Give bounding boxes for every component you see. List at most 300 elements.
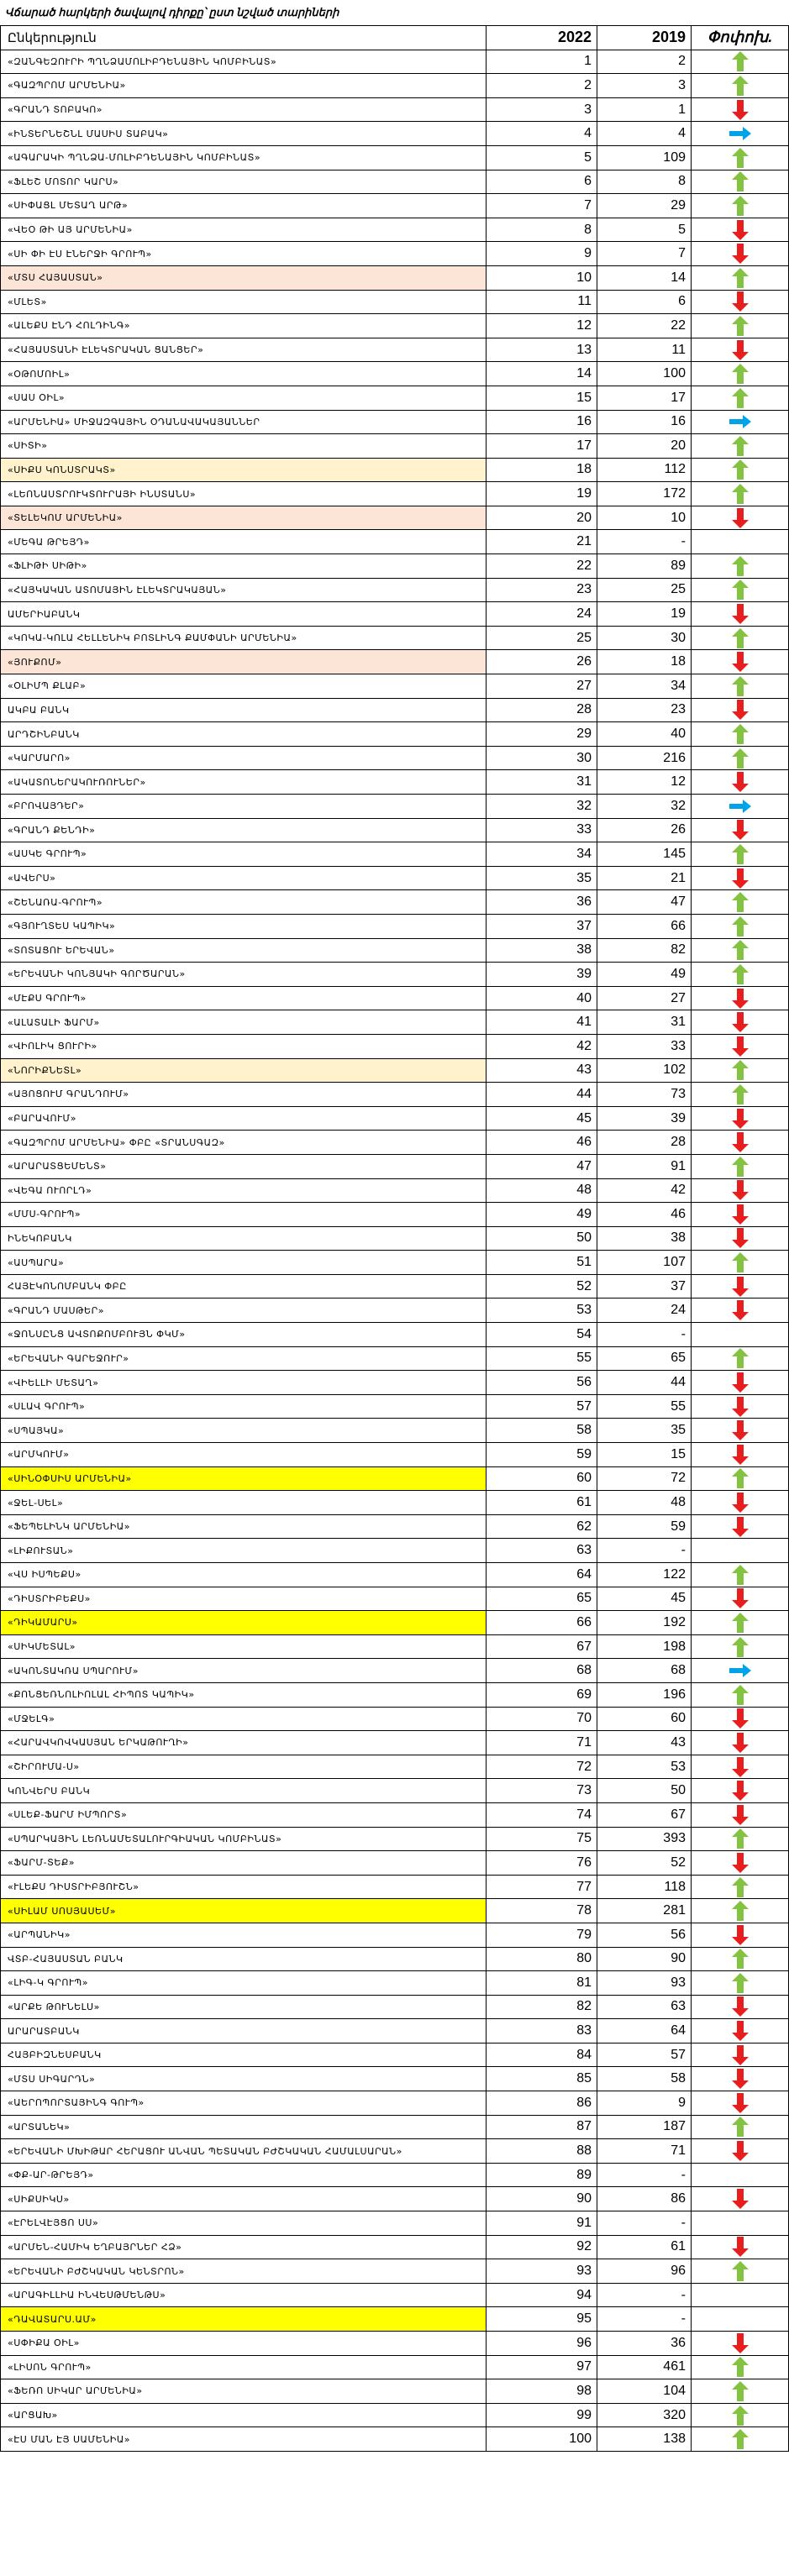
rank-2022-cell: 56 (487, 1371, 597, 1395)
arrow-down-icon (732, 1109, 749, 1129)
change-cell (692, 2355, 789, 2379)
change-cell (692, 1058, 789, 1083)
table-row (1, 2283, 789, 2307)
table-row (1, 2043, 789, 2067)
change-cell (692, 2307, 789, 2332)
rank-2022-cell: 92 (487, 2235, 597, 2259)
rank-2019-cell: 15 (597, 1443, 692, 1467)
table-row (1, 2019, 789, 2043)
rank-2022-cell: 60 (487, 1466, 597, 1491)
rank-2019-cell: 26 (597, 818, 692, 842)
rank-2019-cell: 8 (597, 170, 692, 194)
change-cell (692, 2211, 789, 2236)
rank-2022-cell: 9 (487, 242, 597, 266)
rank-2022-cell: 86 (487, 2091, 597, 2116)
arrow-up-icon (732, 844, 749, 864)
company-name-cell: «ԼԻՍՈՆ ԳՐՈՒՊ» (1, 2355, 487, 2379)
rank-2019-cell: 34 (597, 674, 692, 699)
change-cell (692, 842, 789, 867)
arrow-up-icon (732, 2381, 749, 2401)
rank-2019-cell: 102 (597, 1058, 692, 1083)
rank-2022-cell: 89 (487, 2163, 597, 2187)
company-name-cell: ԱՐԴՇԻՆԲԱՆԿ (1, 722, 487, 747)
arrow-down-icon (732, 1397, 749, 1417)
arrow-up-icon (732, 2357, 749, 2377)
rank-2019-cell: 55 (597, 1394, 692, 1419)
rank-2022-cell: 7 (487, 194, 597, 218)
change-cell (692, 1827, 789, 1851)
company-name-cell: «ԱՅՈՑՈՒՄ ԳՐԱՆԴՈՒՄ» (1, 1083, 487, 1107)
rank-2019-cell: 216 (597, 746, 692, 770)
company-name-cell: «ՒԼԵՔՍ ԴԻՍՏՐԻԲՅՈՒՇՆ» (1, 1875, 487, 1899)
change-cell (692, 2427, 789, 2452)
change-cell (692, 2067, 789, 2091)
rank-2022-cell: 35 (487, 866, 597, 890)
table-row (1, 362, 789, 386)
company-name-cell: «ԱՎԵՐՍ» (1, 866, 487, 890)
table-row (1, 1514, 789, 1539)
company-name-cell: «ՍՊԱՅԿԱ» (1, 1419, 487, 1443)
table-row (1, 1995, 789, 2019)
arrow-down-icon (732, 2045, 749, 2065)
arrow-down-icon (732, 700, 749, 720)
company-name-cell: «ՄԵԳԱ ԹՐԵՅԴ» (1, 530, 487, 554)
table-row (1, 194, 789, 218)
rank-2022-cell: 41 (487, 1010, 597, 1035)
rank-2022-cell: 80 (487, 1947, 597, 1971)
rank-2022-cell: 28 (487, 698, 597, 722)
change-cell (692, 1659, 789, 1683)
rank-2019-cell: - (597, 1323, 692, 1347)
table-row (1, 1226, 789, 1251)
table-row (1, 2211, 789, 2236)
rank-2019-cell: 192 (597, 1611, 692, 1635)
change-cell (692, 578, 789, 602)
rank-2022-cell: 83 (487, 2019, 597, 2043)
change-cell (692, 1178, 789, 1203)
rank-2022-cell: 32 (487, 795, 597, 819)
arrow-up-icon (732, 940, 749, 960)
arrow-up-icon (732, 892, 749, 912)
rank-2022-cell: 69 (487, 1682, 597, 1707)
arrow-down-icon (732, 604, 749, 624)
change-cell (692, 2091, 789, 2116)
rank-2019-cell: 27 (597, 986, 692, 1010)
change-cell (692, 194, 789, 218)
change-cell (692, 1083, 789, 1107)
rank-2022-cell: 15 (487, 386, 597, 410)
rank-2019-cell: 196 (597, 1682, 692, 1707)
table-row (1, 1634, 789, 1659)
rank-2019-cell: 71 (597, 2139, 692, 2164)
rank-2019-cell: 118 (597, 1875, 692, 1899)
change-cell (692, 2283, 789, 2307)
arrow-up-icon (732, 1877, 749, 1897)
table-row (1, 1058, 789, 1083)
rank-2022-cell: 82 (487, 1995, 597, 2019)
company-name-cell: ԱՐԱՐԱՏԲԱՆԿ (1, 2019, 487, 2043)
change-cell (692, 722, 789, 747)
rank-2022-cell: 66 (487, 1611, 597, 1635)
rank-2019-cell: 187 (597, 2115, 692, 2139)
rank-2019-cell: 7 (597, 242, 692, 266)
rank-2022-cell: 81 (487, 1971, 597, 1996)
arrow-down-icon (732, 868, 749, 889)
arrow-up-icon (732, 1637, 749, 1657)
rank-2019-cell: 45 (597, 1587, 692, 1611)
arrow-down-icon (732, 1228, 749, 1248)
company-name-cell: «ԱԵՐՈՊՈՐՏԱՅԻՆԳ ԳՈՒՊ» (1, 2091, 487, 2116)
table-row (1, 1539, 789, 1563)
company-name-cell: «ԵՐԵՎԱՆԻ ԿՈՆՅԱԿԻ ԳՈՐԾԱՐԱՆ» (1, 963, 487, 987)
company-name-cell: «ՓՔ-ԱՐ-ԹՐԵՅԴ» (1, 2163, 487, 2187)
change-cell (692, 1851, 789, 1876)
rank-2022-cell: 34 (487, 842, 597, 867)
change-cell (692, 938, 789, 963)
change-cell (692, 1947, 789, 1971)
rank-2022-cell: 72 (487, 1755, 597, 1779)
rank-2019-cell: 16 (597, 410, 692, 434)
company-name-cell: «ՏՈՏԱՑՈՒ ԵՐԵՎԱՆ» (1, 938, 487, 963)
company-name-cell: «ՖԵՌՈ ՍԻԿԱՐ ԱՐՄԵՆԻԱ» (1, 2379, 487, 2404)
page-title: Վճարած հարկերի ծավալով դիրքը՝ ըստ նշված տարիների (5, 6, 339, 18)
arrow-up-icon (732, 676, 749, 696)
company-name-cell: «ԴԻՍՏՐԻԲԵՔՍ» (1, 1587, 487, 1611)
change-cell (692, 1611, 789, 1635)
table-row (1, 434, 789, 459)
company-name-cell: «ՀԱՅԿԱԿԱՆ ԱՏՈՄԱՅԻՆ ԷԼԵԿՏՐԱԿԱՅԱՆ» (1, 578, 487, 602)
table-row (1, 1251, 789, 1275)
rank-2022-cell: 2 (487, 74, 597, 98)
table-row (1, 602, 789, 627)
company-name-cell: «ՍԱՍ ՕԻԼ» (1, 386, 487, 410)
company-name-cell: «ՖԵՊԵԼԻՆԿ ԱՐՄԵՆԻԱ» (1, 1514, 487, 1539)
rank-2022-cell: 43 (487, 1058, 597, 1083)
change-cell (692, 434, 789, 459)
arrow-down-icon (732, 652, 749, 672)
company-name-cell: «ԼԻԳ-Կ ԳՐՈՒՊ» (1, 1971, 487, 1996)
table-row (1, 2355, 789, 2379)
arrow-up-icon (732, 916, 749, 936)
company-name-cell: «ՍԻՓԱՑԼ ՄԵՏԱՂ ԱՐԹ» (1, 194, 487, 218)
arrow-down-icon (732, 1012, 749, 1032)
rank-2022-cell: 96 (487, 2332, 597, 2356)
rank-2022-cell: 95 (487, 2307, 597, 2332)
rank-2022-cell: 62 (487, 1514, 597, 1539)
arrow-down-icon (732, 1277, 749, 1297)
company-name-cell: «ԳԱԶՊՐՈՄ ԱՐՄԵՆԻԱ» ՓԲԸ «ՏՐԱՆՍԳԱԶ» (1, 1131, 487, 1155)
rank-2022-cell: 68 (487, 1659, 597, 1683)
rank-2022-cell: 55 (487, 1346, 597, 1371)
company-name-cell: ԿՈՆՎԵՐՍ ԲԱՆԿ (1, 1779, 487, 1803)
arrow-up-icon (732, 196, 749, 216)
change-cell (692, 1899, 789, 1923)
rank-2022-cell: 12 (487, 314, 597, 338)
company-name-cell: «ԱՐԱՐԱՏՑԵՄԵՆՏ» (1, 1154, 487, 1178)
arrow-up-icon (732, 748, 749, 769)
rank-2022-cell: 3 (487, 97, 597, 122)
change-cell (692, 2163, 789, 2187)
change-cell (692, 650, 789, 674)
rank-2019-cell: 12 (597, 770, 692, 795)
change-cell (692, 530, 789, 554)
table-row (1, 2139, 789, 2164)
rank-2022-cell: 19 (487, 482, 597, 506)
arrow-down-icon (732, 820, 749, 840)
arrow-down-icon (732, 2021, 749, 2041)
arrow-down-icon (732, 1517, 749, 1537)
change-cell (692, 1755, 789, 1779)
table-row (1, 218, 789, 242)
table-row (1, 122, 789, 146)
arrow-up-icon (732, 484, 749, 504)
table-row (1, 1274, 789, 1298)
table-row (1, 2403, 789, 2427)
change-cell (692, 338, 789, 362)
arrow-up-icon (732, 2405, 749, 2426)
change-cell (692, 290, 789, 314)
table-row (1, 626, 789, 650)
table-row (1, 74, 789, 98)
rank-2019-cell: 44 (597, 1371, 692, 1395)
rank-2019-cell: 100 (597, 362, 692, 386)
change-cell (692, 1443, 789, 1467)
company-name-cell: «ՍԻԼԱՄ ՍՈՍՅԱՍԵՄ» (1, 1899, 487, 1923)
arrow-down-icon (732, 1925, 749, 1945)
change-cell (692, 2043, 789, 2067)
change-cell (692, 890, 789, 915)
rank-2022-cell: 27 (487, 674, 597, 699)
rank-2019-cell: 43 (597, 1731, 692, 1755)
change-cell (692, 1154, 789, 1178)
column-header-company: Ընկերություն (1, 26, 487, 50)
company-name-cell: «ՖԼԻԹԻ ՍԻԹԻ» (1, 554, 487, 579)
rank-2022-cell: 47 (487, 1154, 597, 1178)
arrow-down-icon (732, 1445, 749, 1465)
arrow-up-icon (732, 1828, 749, 1849)
table-row (1, 170, 789, 194)
change-cell (692, 1371, 789, 1395)
change-cell (692, 170, 789, 194)
table-row (1, 1731, 789, 1755)
rank-2019-cell: 29 (597, 194, 692, 218)
table-row (1, 746, 789, 770)
rank-2022-cell: 52 (487, 1274, 597, 1298)
rank-2019-cell: 33 (597, 1034, 692, 1058)
arrow-down-icon (732, 1853, 749, 1873)
rank-2019-cell: 42 (597, 1178, 692, 1203)
table-row (1, 2307, 789, 2332)
rank-2022-cell: 24 (487, 602, 597, 627)
company-name-cell: «ՕԹՈՄՈԻԼ» (1, 362, 487, 386)
change-cell (692, 1682, 789, 1707)
company-name-cell: «ՎԵԳԱ ՈՒՈՐԼԴ» (1, 1178, 487, 1203)
rank-2022-cell: 4 (487, 122, 597, 146)
rank-2019-cell: 23 (597, 698, 692, 722)
company-name-cell: «ԴԻԿԱՄԱՐՍ» (1, 1611, 487, 1635)
rank-2022-cell: 75 (487, 1827, 597, 1851)
rank-2019-cell: 59 (597, 1514, 692, 1539)
company-name-cell: «ՍԼԱՎ ԳՐՈՒՊ» (1, 1394, 487, 1419)
arrow-down-icon (732, 1372, 749, 1393)
change-cell (692, 2115, 789, 2139)
rank-2019-cell: 73 (597, 1083, 692, 1107)
rank-2022-cell: 58 (487, 1419, 597, 1443)
change-cell (692, 1034, 789, 1058)
arrow-down-icon (732, 1420, 749, 1440)
arrow-up-icon (732, 1157, 749, 1177)
company-name-cell: «ՄՏՍ ՍԻԳԱՐԴՆ» (1, 2067, 487, 2091)
rank-2022-cell: 39 (487, 963, 597, 987)
rank-2019-cell: 57 (597, 2043, 692, 2067)
rank-2022-cell: 54 (487, 1323, 597, 1347)
table-row (1, 290, 789, 314)
table-row (1, 2235, 789, 2259)
rank-2019-cell: 172 (597, 482, 692, 506)
company-name-cell: «ԻՆՏԵՐՆԵՇՆԼ ՄԱՍԻՍ ՏԱԲԱԿ» (1, 122, 487, 146)
company-name-cell: «ԵՐԵՎԱՆԻ ՄԽԻԹԱՐ ՀԵՐԱՑՈՒ ԱՆՎԱՆ ՊԵՏԱԿԱՆ ԲԺՇԿԱԿԱՆ ՀԱՄԱԼՍԱՐԱՆ» (1, 2139, 487, 2164)
table-row (1, 410, 789, 434)
change-cell (692, 1010, 789, 1035)
change-cell (692, 698, 789, 722)
rank-2019-cell: 145 (597, 842, 692, 867)
table-row (1, 674, 789, 699)
table-row (1, 866, 789, 890)
change-cell (692, 1587, 789, 1611)
rank-2019-cell: 4 (597, 122, 692, 146)
table-row (1, 1203, 789, 1227)
arrow-up-icon (732, 436, 749, 456)
company-name-cell: ՎՏԲ-ՀԱՅԱՍՏԱՆ ԲԱՆԿ (1, 1947, 487, 1971)
company-name-cell: «ԷՍ ՄԱՆ ԷՅ ՍԱՄԵՆԻԱ» (1, 2427, 487, 2452)
rank-2019-cell: 10 (597, 506, 692, 530)
change-cell (692, 1106, 789, 1131)
table-row (1, 265, 789, 290)
change-cell (692, 1203, 789, 1227)
rank-2019-cell: 24 (597, 1298, 692, 1323)
arrow-down-icon (732, 1036, 749, 1057)
company-name-cell: «ՍԻՆՕՓՍԻՍ ԱՐՄԵՆԻԱ» (1, 1466, 487, 1491)
rank-2022-cell: 26 (487, 650, 597, 674)
change-cell (692, 1634, 789, 1659)
table-row (1, 1947, 789, 1971)
rank-2019-cell: 46 (597, 1203, 692, 1227)
change-cell (692, 2259, 789, 2284)
rank-2022-cell: 8 (487, 218, 597, 242)
table-row (1, 2163, 789, 2187)
arrow-down-icon (732, 1733, 749, 1753)
rank-2022-cell: 53 (487, 1298, 597, 1323)
table-row (1, 1587, 789, 1611)
table-row (1, 1083, 789, 1107)
rank-2019-cell: 66 (597, 914, 692, 938)
change-cell (692, 97, 789, 122)
rank-2022-cell: 13 (487, 338, 597, 362)
arrow-up-icon (732, 1901, 749, 1921)
table-row (1, 314, 789, 338)
rank-2022-cell: 67 (487, 1634, 597, 1659)
change-cell (692, 866, 789, 890)
change-cell (692, 74, 789, 98)
rank-2022-cell: 94 (487, 2283, 597, 2307)
company-name-cell: «ԼԵՈՆԱՍՏՐՈՒԿՏՈՒՐԱՅԻ ԻՆՍՏԱՆՍ» (1, 482, 487, 506)
arrow-up-icon (732, 1613, 749, 1633)
table-row (1, 1563, 789, 1587)
table-row (1, 1131, 789, 1155)
ranking-table (0, 25, 789, 2452)
table-row (1, 963, 789, 987)
rank-2022-cell: 78 (487, 1899, 597, 1923)
rank-2019-cell: 47 (597, 890, 692, 915)
rank-2019-cell: 11 (597, 338, 692, 362)
company-name-cell: «ԳՐԱՆԴ ՏՈԲԱԿՈ» (1, 97, 487, 122)
arrow-up-icon (732, 316, 749, 336)
company-name-cell: «ԲԱՐԱՎՈՒՄ» (1, 1106, 487, 1131)
change-cell (692, 386, 789, 410)
rank-2019-cell: 107 (597, 1251, 692, 1275)
change-cell (692, 2332, 789, 2356)
rank-2019-cell: 58 (597, 2067, 692, 2091)
table-row (1, 1659, 789, 1683)
rank-2022-cell: 91 (487, 2211, 597, 2236)
company-name-cell: «ԳՅՈՒՂՏԵՍ ԿԱՊԻԿ» (1, 914, 487, 938)
table-row (1, 1323, 789, 1347)
arrow-up-icon (732, 556, 749, 576)
arrow-down-icon (732, 2093, 749, 2113)
company-name-cell: «ԱՐՊԱՆԻԿ» (1, 1923, 487, 1947)
change-cell (692, 1514, 789, 1539)
rank-2022-cell: 21 (487, 530, 597, 554)
change-cell (692, 50, 789, 74)
company-name-cell: ԱԿԲԱ ԲԱՆԿ (1, 698, 487, 722)
rank-2019-cell: 49 (597, 963, 692, 987)
change-cell (692, 963, 789, 987)
table-row (1, 1755, 789, 1779)
table-row (1, 145, 789, 170)
rank-2022-cell: 6 (487, 170, 597, 194)
table-row (1, 1106, 789, 1131)
change-cell (692, 1539, 789, 1563)
company-name-cell: «ՔՈՆՑԵՌՆՈԼԻՈԼԱԼ ՀԻՊՈՏ ԿԱՊԻԿ» (1, 1682, 487, 1707)
table-row (1, 2427, 789, 2452)
rank-2019-cell: 48 (597, 1491, 692, 1515)
rank-2019-cell: 35 (597, 1419, 692, 1443)
rank-2019-cell: 19 (597, 602, 692, 627)
table-row (1, 1394, 789, 1419)
table-row (1, 795, 789, 819)
company-name-cell: «ՄՋԵԼԳ» (1, 1707, 487, 1731)
rank-2022-cell: 29 (487, 722, 597, 747)
table-row (1, 338, 789, 362)
company-name-cell: «ՋՈՆՍԸՆՑ ԱՎՏՈՔՈՄԲՈՒՅՆ ՓԿՄ» (1, 1323, 487, 1347)
change-cell (692, 746, 789, 770)
change-cell (692, 145, 789, 170)
change-cell (692, 1274, 789, 1298)
table-row (1, 1779, 789, 1803)
rank-2019-cell: 52 (597, 1851, 692, 1876)
company-name-cell: «ՏԵԼԵԿՈՄ ԱՐՄԵՆԻԱ» (1, 506, 487, 530)
change-cell (692, 2019, 789, 2043)
rank-2019-cell: 38 (597, 1226, 692, 1251)
company-name-cell: «ՍԻԿՄԵՏԱԼ» (1, 1634, 487, 1659)
company-name-cell: «ՖԱՐՄ-ՏԵՔ» (1, 1851, 487, 1876)
rank-2022-cell: 22 (487, 554, 597, 579)
rank-2019-cell: 91 (597, 1154, 692, 1178)
company-name-cell: «ԴԱՎԱՏԱՐՍ.ԱՄ» (1, 2307, 487, 2332)
rank-2022-cell: 31 (487, 770, 597, 795)
rank-2019-cell: 109 (597, 145, 692, 170)
rank-2022-cell: 46 (487, 1131, 597, 1155)
